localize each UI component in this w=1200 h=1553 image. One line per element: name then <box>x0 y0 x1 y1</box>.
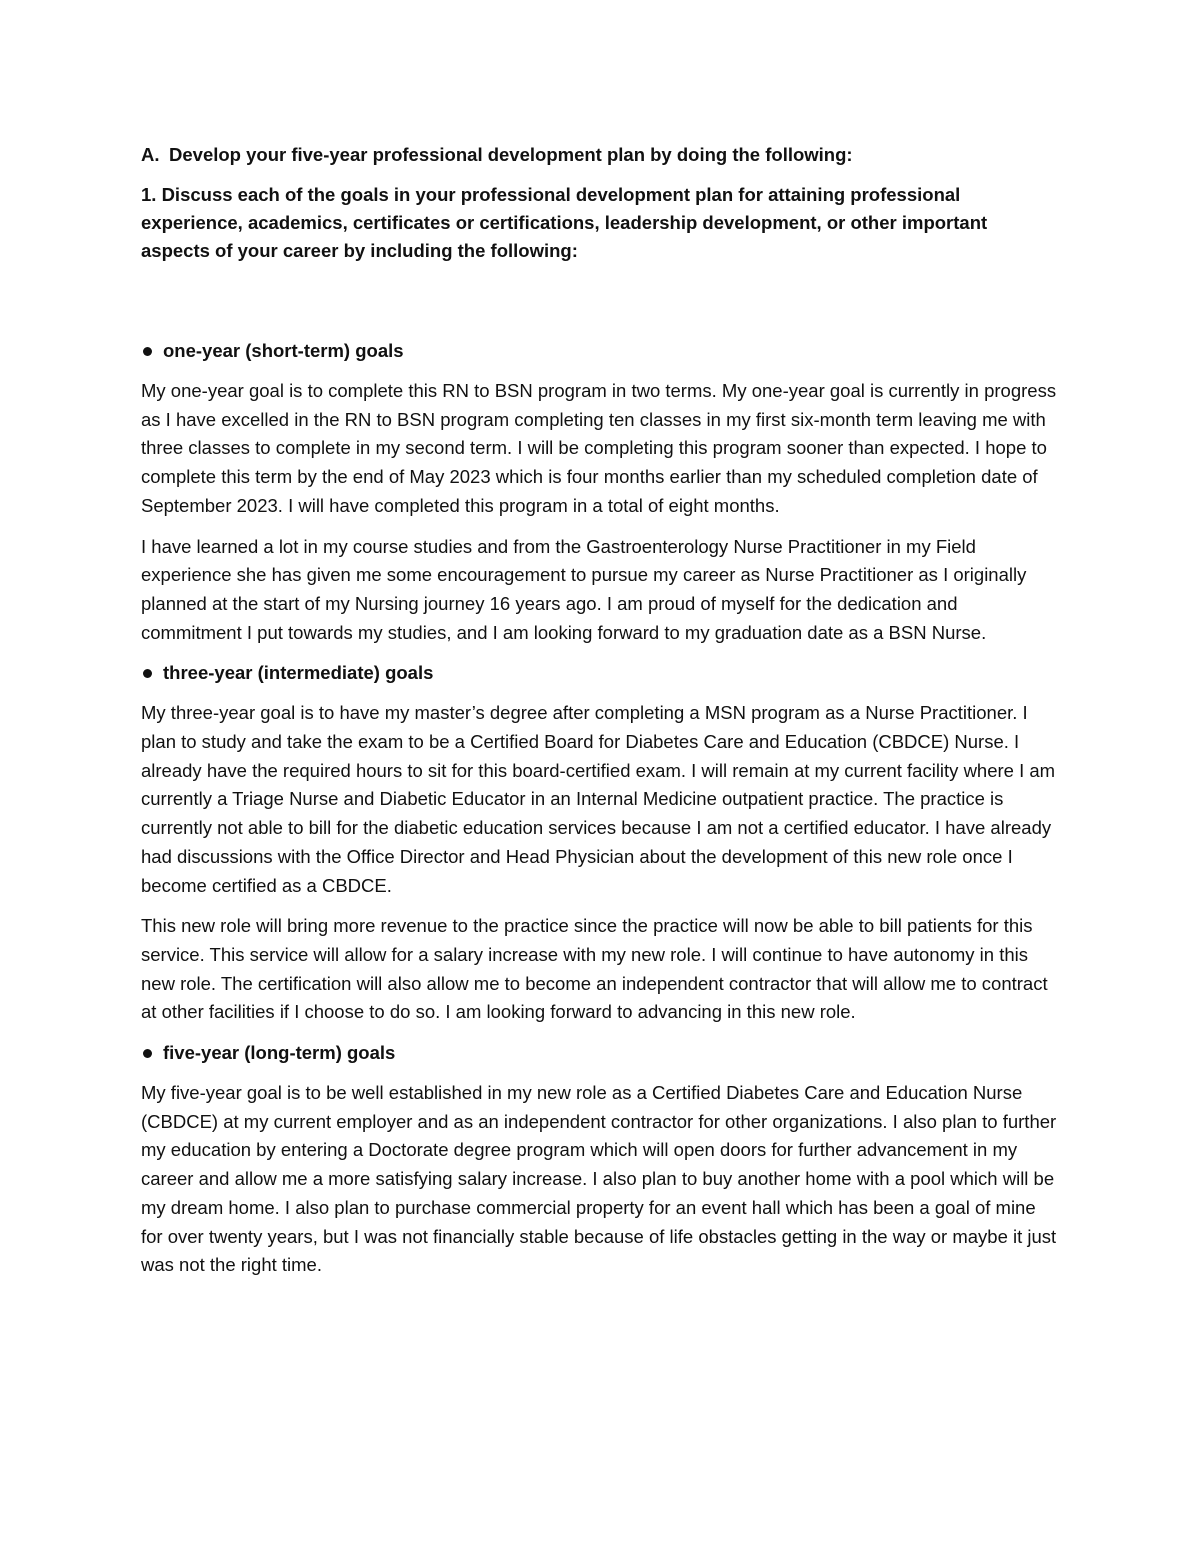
paragraph: My three-year goal is to have my master’s degree after completing a MSN program as a Nurse Practitioner. I plan to study and take the exam to be a Certified Board for Diabetes Care and Education (CBDCE) Nurse. I already have the required hours to sit for this board-certified exam. I will remain at my current facility where I am currently a Triage Nurse and Diabetic Educator in an Internal Medicine outpatient practice. The practice is currently not able to bill for the diabetic education services because I am not a certified educator. I have already had discussions with the Office Director and Head Physician about the development of this new role once I become certified as a CBDCE. <box>141 702 1056 896</box>
goal-heading-five-year <box>141 1039 1059 1067</box>
item-1-heading: 1. Discuss each of the goals in your professional development plan for attaining professional experience, academics, certificates or certifications, leadership development, or other important aspects of your career by including the following: <box>141 184 988 261</box>
bullet-icon <box>143 669 152 678</box>
bullet-icon <box>143 347 152 356</box>
paragraph: My five-year goal is to be well established in my new role as a Certified Diabetes Care and Education Nurse (CBDCE) at my current employer and as an independent contractor for other organizations. I also plan to further my education by entering a Doctorate degree program which will open doors for further advancement in my career and allow me a more satisfying salary increase. I also plan to buy another home with a pool which will be my dream home. I also plan to purchase commercial property for an event hall which has been a goal of mine for over twenty years, but I was not financially stable because of life obstacles getting in the way or maybe it just was not the right time. <box>141 1082 1057 1276</box>
document-body <box>141 141 1059 1292</box>
goal-heading-text: five-year (long-term) goals <box>163 1042 396 1064</box>
goal-heading-text: one-year (short-term) goals <box>163 340 404 361</box>
goal-heading-three-year <box>141 659 1059 687</box>
paragraph: This new role will bring more revenue to the practice since the practice will now be able to bill patients for this service. This service will allow for a salary increase with my new role. I will continue to have autonomy in this new role. The certification will also allow me to become an independent contractor that will allow me to contract at other facilities if I choose to do so. I am looking forward to advancing in this new role. <box>141 915 1048 1023</box>
bullet-icon <box>143 1049 152 1058</box>
goal-heading-one-year <box>141 337 1059 365</box>
section-a-heading <box>141 141 1059 169</box>
paragraph: I have learned a lot in my course studies and from the Gastroenterology Nurse Practitioner in my Field experience she has given me some encouragement to pursue my career as Nurse Practitioner as I originally planned at the start of my Nursing journey 16 years ago. I am proud of myself for the dedication and commitment I put towards my studies, and I am looking forward to my graduation date as a BSN Nurse. <box>141 535 1027 643</box>
goal-heading-text: three-year (intermediate) goals <box>163 662 434 684</box>
section-a-label: A. <box>141 144 160 165</box>
paragraph: My one-year goal is to complete this RN to BSN program in two terms. My one-year goal is currently in progress as I have excelled in the RN to BSN program completing ten classes in my first six-month term leaving me with three classes to complete in my second term. I will be completing this program sooner than expected. I hope to complete this term by the end of May 2023 which is four months earlier than my scheduled completion date of September 2023. I will have completed this program in a total of eight months. <box>141 380 1057 516</box>
section-a-text: Develop your five-year professional development plan by doing the following: <box>169 144 853 165</box>
